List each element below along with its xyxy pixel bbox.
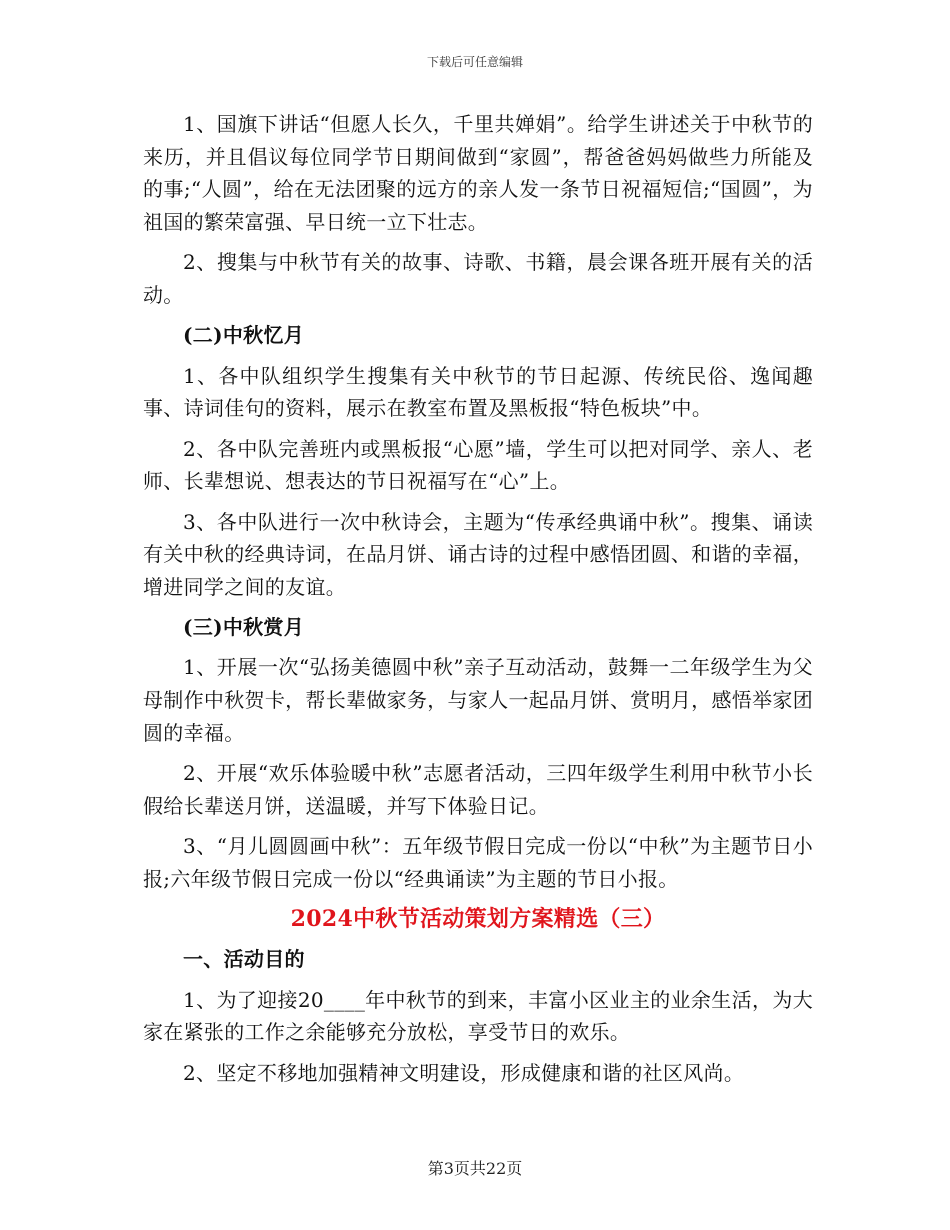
paragraph: 2、开展“欢乐体验暖中秋”志愿者活动，三四年级学生利用中秋节小长假给长辈送月饼，送温暖，并写下体验日记。	[143, 761, 813, 818]
paragraph: 2、各中队完善班内或黑板报“心愿”墙，学生可以把对同学、亲人、老师、长辈想说、想表达的节日祝福写在“心”上。	[143, 436, 813, 494]
document-body	[143, 108, 813, 1089]
paragraph: 3、各中队进行一次中秋诗会，主题为“传承经典诵中秋”。搜集、诵读有关中秋的经典诗词，在品月饼、诵古诗的过程中感悟团圆、和谐的幸福，增进同学之间的友谊。	[143, 509, 813, 599]
paragraph: 2、坚定不移地加强精神文明建设，形成健康和谐的社区风尚。	[183, 1060, 745, 1085]
paragraph: 3、“月儿圆圆画中秋”：五年级节假日完成一份以“中秋”为主题节日小报;六年级节假日完成一份以“经典诵读”为主题的节日小报。	[143, 834, 813, 891]
paragraph: 2、搜集与中秋节有关的故事、诗歌、书籍，晨会课各班开展有关的活动。	[143, 250, 813, 307]
page-footer: 第3页共22页	[427, 1159, 523, 1178]
section-heading: (二)中秋忆月	[183, 323, 305, 348]
section-heading: (三)中秋赏月	[183, 615, 305, 640]
page-header: 下载后可任意编辑	[426, 55, 523, 69]
paragraph: 1、开展一次“弘扬美德圆中秋”亲子互动活动，鼓舞一二年级学生为父母制作中秋贺卡，帮长辈做家务，与家人一起品月饼、赏明月，感悟举家团圆的幸福。	[143, 655, 813, 745]
paragraph: 1、国旗下讲话“但愿人长久，千里共婵娟”。给学生讲述关于中秋节的来历，并且倡议每位同学节日期间做到“家圆”，帮爸爸妈妈做些力所能及的事;“人圆”，给在无法团聚的远方的亲人发一条节日祝福短信;“国圆”，为祖国的繁荣富强、早日统一立下壮志。	[143, 112, 813, 234]
paragraph: 1、为了迎接20____年中秋节的到来，丰富小区业主的业余生活，为大家在紧张的工作之余能够充分放松，享受节日的欢乐。	[143, 987, 813, 1045]
paragraph: 1、各中队组织学生搜集有关中秋节的节日起源、传统民俗、逸闻趣事、诗词佳句的资料，展示在教室布置及黑板报“特色板块”中。	[143, 363, 813, 421]
document-title: 2024中秋节活动策划方案精选（三）	[290, 906, 666, 933]
section-heading: 一、活动目的	[183, 947, 305, 972]
